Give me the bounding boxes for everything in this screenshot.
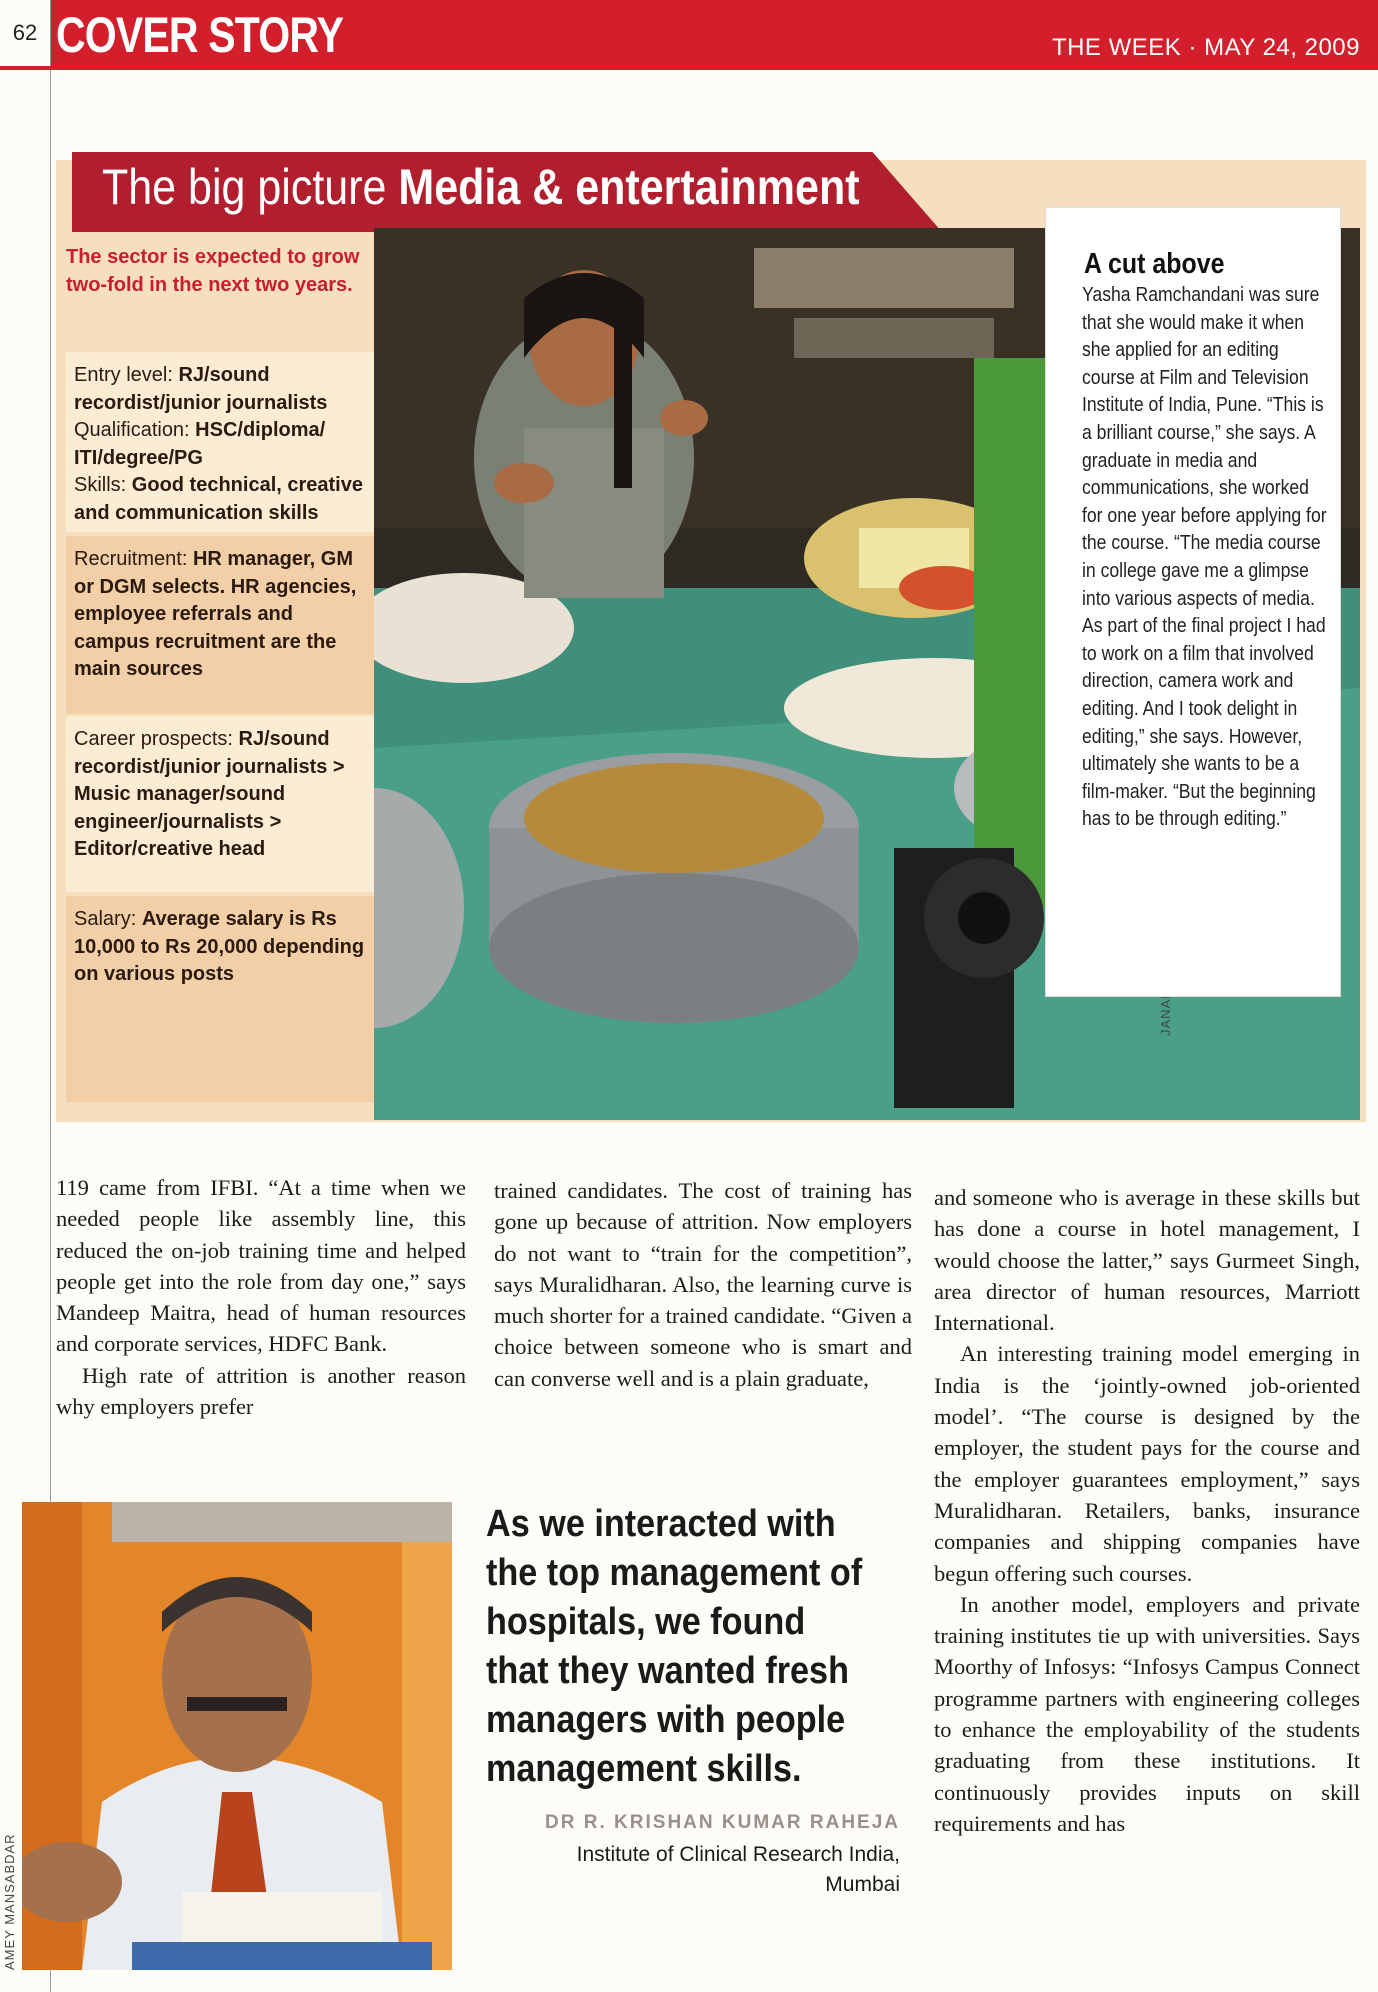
info-box-salary [66, 896, 378, 1102]
info-label: Entry level: [74, 364, 179, 386]
quote-affiliation [494, 1840, 900, 1900]
panel-banner-title [102, 158, 860, 216]
info-label: Salary: [74, 908, 142, 930]
article-paragraph: An interesting training model emerging in India is the ‘jointly-owned job-oriented model’. “The course is designed by the employer, the student pays for the course and the employer guarantees employment,” says Muralidharan. Retailers, banks, insurance companies and shipping companies have begun offering such courses. [934, 1341, 1360, 1586]
affiliation-line: Mumbai [825, 1873, 900, 1896]
sidebar-title: A cut above [1084, 248, 1225, 280]
quote-author: DR R. KRISHAN KUMAR RAHEJA [545, 1812, 900, 1833]
banner-light-text: The big picture [102, 159, 399, 215]
info-label: Qualification: [74, 419, 196, 441]
info-label: Career prospects: [74, 728, 239, 750]
info-value: RJ/sound recordist/junior journalists [74, 364, 328, 414]
article-paragraph: and someone who is average in these skills but has done a course in hotel management, I would choose the latter,” says Gurmeet Singh, area director of human resources, Marriott International. [934, 1185, 1360, 1336]
info-label: Recruitment: [74, 548, 193, 570]
page-number: 62 [0, 0, 51, 66]
section-title: COVER STORY [56, 7, 344, 63]
article-column-3 [934, 1182, 1360, 1839]
portrait-photo [22, 1502, 452, 1970]
article-paragraph: High rate of attrition is another reason why employers prefer [56, 1362, 466, 1420]
info-value: HSC/diploma/ ITI/degree/PG [74, 419, 326, 469]
info-box-entry [66, 352, 378, 532]
info-value: HR manager, GM or DGM selects. HR agencies, employee referrals and campus recruitment are the main sources [74, 548, 357, 680]
photo-credit: AMEY MANSABDAR [2, 1833, 17, 1970]
info-box-recruitment [66, 536, 378, 714]
article-paragraph: trained candidates. The cost of training has gone up because of attrition. Now employers do not want to “train for the competition”, says Muralidharan. Also, the learning curve is much shorter for a trained candidate. “Given a choice between someone who is smart and can converse well and is a plain graduate, [494, 1178, 912, 1391]
article-column-1 [56, 1172, 466, 1422]
info-value: RJ/sound recordist/junior journalists > Music manager/sound engineer/journalists > Editor/creative head [74, 728, 345, 860]
sidebar-body: Yasha Ramchandani was sure that she would make it when she applied for an editing course at Film and Television Institute of India, Pune. “This is a brilliant course,” she says. A graduate in media and communications, she worked for one year before applying for the course. “The media course in college gave me a glimpse into various aspects of media. As part of the final project I had to work on a film that involved direction, camera work and editing. And I took delight in editing,” she says. However, ultimately she wants to be a film-maker. “But the beginning has to be through editing.” [1082, 284, 1327, 831]
issue-line: THE WEEK · MAY 24, 2009 [1051, 34, 1360, 61]
info-label: Skills: [74, 474, 132, 496]
pull-quote: As we interacted with the top management of hospitals, we found that they wanted fresh managers with people management skills. [486, 1503, 863, 1790]
info-intro: The sector is expected to grow two-fold in the next two years. [66, 246, 360, 296]
man-portrait-photo [22, 1502, 452, 1970]
info-box-career [66, 716, 378, 892]
info-value: Average salary is Rs 10,000 to Rs 20,000 depending on various posts [74, 908, 365, 985]
banner-bold-text: Media & entertainment [398, 159, 860, 215]
affiliation-line: Institute of Clinical Research India, [576, 1843, 900, 1866]
info-column [66, 232, 378, 1102]
article-paragraph: In another model, employers and private training institutes tie up with universities. Says Moorthy of Infosys: “Infosys Campus Connect programme partners with engineering colleges to enhance the employability of the students graduating from these institutions. It continuously provides inputs on skill requirements and has [934, 1591, 1360, 1836]
article-column-2 [494, 1175, 912, 1394]
article-paragraph: 119 came from IFBI. “At a time when we needed people like assembly line, this reduced the on-job training time and helped people get into the role from day one,” says Mandeep Maitra, head of human resources and corporate services, HDFC Bank. [56, 1175, 466, 1357]
info-value: Good technical, creative and communication skills [74, 474, 363, 524]
